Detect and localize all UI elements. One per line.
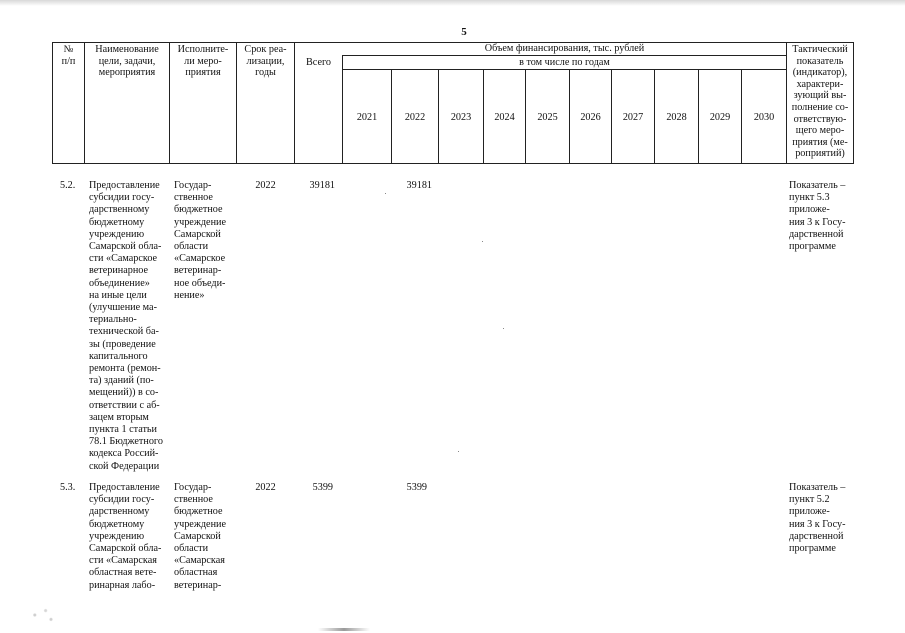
header-year-2023: 2023 xyxy=(450,112,472,123)
scan-smudge xyxy=(318,628,370,631)
row-executor: Государ- ственное бюджетное учреждение Самарской области «Самарское ветеринар- ное объеди- нение» xyxy=(174,180,227,301)
header-indicator-col: Тактический показатель (индикатор), характери- зующий вы- полнение со- ответствую- щего меро- приятия (ме- роприятий) xyxy=(791,44,849,160)
row-measure-name: Предоставление субсидии госу- дарственному бюджетному учреждению Самарской обла- сти «Самарская областная вете- ринарная лабо- xyxy=(89,482,162,591)
row-number: 5.3. xyxy=(60,482,76,493)
scan-noise xyxy=(24,604,60,626)
row-measure-name: Предоставление субсидии госу- дарственному бюджетному учреждению Самарской обла- сти «Самарское ветеринарное объединение» на иные цели (улучшение ма- териально- технической ба- зы (проведение капитального ремонта (ремон- та) зданий (по- мещений)) в со- ответствии с аб- зацем вторым пункта 1 статьи 78.1 Бюджетного кодекса Россий- ской Федерации xyxy=(89,180,163,472)
header-year-2027: 2027 xyxy=(622,112,644,123)
header-year-2025: 2025 xyxy=(537,112,558,123)
header-year-2029: 2029 xyxy=(709,112,731,123)
scan-speck xyxy=(503,328,504,329)
row-total: 5399 xyxy=(312,482,333,493)
scan-speck xyxy=(482,241,483,242)
header-year-2022: 2022 xyxy=(404,112,426,123)
row-value-2022: 39181 xyxy=(406,180,432,191)
page-number: 5 xyxy=(461,26,467,38)
header-year-2026: 2026 xyxy=(580,112,601,123)
header-total: Всего xyxy=(306,57,331,68)
header-year-2021: 2021 xyxy=(356,112,378,123)
scan-speck xyxy=(458,451,459,452)
row-number: 5.2. xyxy=(60,180,76,191)
header-number-col: № п/п xyxy=(61,44,76,67)
header-executor-col: Исполните- ли меро- приятия xyxy=(177,44,229,79)
row-term: 2022 xyxy=(255,482,276,493)
header-funding: Объем финансирования, тыс. рублей xyxy=(484,43,645,54)
header-term-col: Срок реа- лизации, годы xyxy=(244,44,287,79)
row-value-2022: 5399 xyxy=(406,482,427,493)
row-total: 39181 xyxy=(309,180,335,191)
row-indicator: Показатель – пункт 5.2 приложе- ния 3 к Госу- дарственной программе xyxy=(789,482,846,555)
header-year-2030: 2030 xyxy=(753,112,775,123)
row-term: 2022 xyxy=(255,180,276,191)
row-executor: Государ- ственное бюджетное учреждение Самарской области «Самарская областная ветеринар- xyxy=(174,482,227,591)
header-year-2028: 2028 xyxy=(666,112,687,123)
header-year-2024: 2024 xyxy=(494,112,515,123)
row-indicator: Показатель – пункт 5.3 приложе- ния 3 к Госу- дарственной программе xyxy=(789,180,846,253)
header-name-col: Наименование цели, задачи, мероприятия xyxy=(95,44,159,79)
header-by-years: в том числе по годам xyxy=(519,57,610,68)
scan-speck xyxy=(385,193,386,194)
